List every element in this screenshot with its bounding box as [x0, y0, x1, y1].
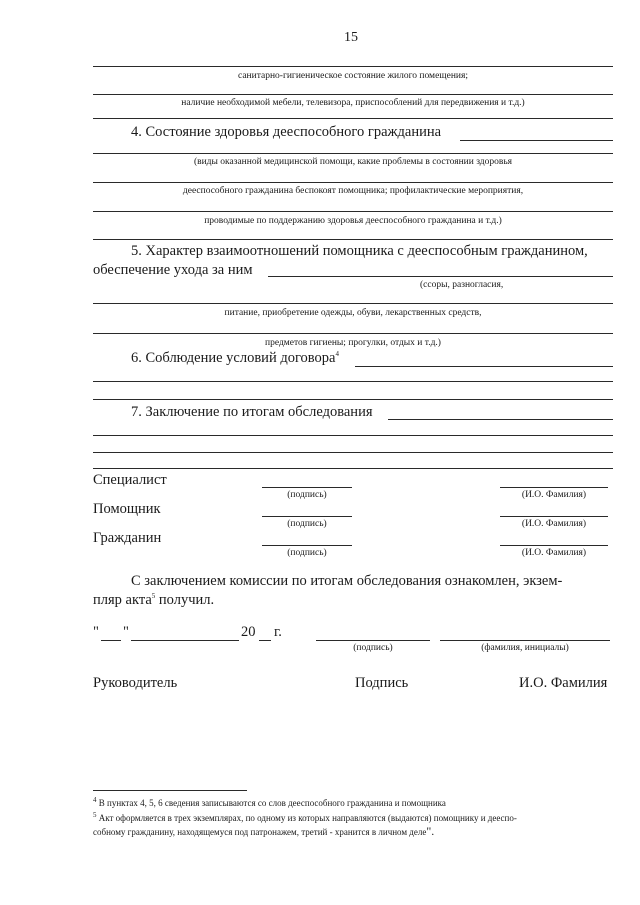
caption-furniture: наличие необходимой мебели, телевизора, приспособлений для передвижения и т.д.) [181, 98, 525, 108]
section-5-heading-line-2: обеспечение ухода за ним [93, 262, 253, 278]
signature-line[interactable] [262, 545, 352, 546]
fill-line[interactable] [93, 381, 613, 382]
name-caption: (И.О. Фамилия) [521, 548, 587, 558]
head-label: Руководитель [93, 675, 178, 691]
fill-line[interactable] [93, 94, 613, 95]
fill-line[interactable] [93, 66, 613, 67]
section-4-caption-1: (виды оказанной медицинской помощи, какие проблемы в состоянии здоровья [193, 157, 513, 167]
page-number: 15 [344, 30, 358, 45]
footnote-separator [93, 790, 247, 791]
section-5-heading-line-1: 5. Характер взаимоотношений помощника с дееспособным гражданином, [131, 243, 588, 259]
fill-line[interactable] [460, 140, 613, 141]
footnote-5-text: Акт оформляется в трех экземплярах, по одному из которых направляются (выдаются) помощнику и дееспо- [96, 813, 517, 823]
date-open-quote: " [93, 624, 99, 640]
citizen-label: Гражданин [93, 530, 162, 546]
footnote-ref-4: 4 [335, 350, 339, 359]
section-5-caption-2: питание, приобретение одежды, обуви, лекарственных средств, [224, 308, 482, 318]
acknowledgement-line-1: С заключением комиссии по итогам обследования ознакомлен, экзем- [131, 573, 563, 589]
fill-line[interactable] [93, 211, 613, 212]
date-year-line[interactable] [259, 640, 271, 641]
assistant-label: Помощник [93, 501, 161, 517]
date-month-line[interactable] [131, 640, 239, 641]
footnote-5-line-1 [93, 810, 517, 824]
signature-caption: (подпись) [287, 548, 327, 558]
footnote-4-text: В пунктах 4, 5, 6 сведения записываются со слов дееспособного гражданина и помощника [96, 798, 446, 808]
name-line[interactable] [500, 545, 608, 546]
fill-line[interactable] [93, 452, 613, 453]
fill-line[interactable] [93, 303, 613, 304]
section-4-heading: 4. Состояние здоровья дееспособного гражданина [131, 124, 442, 140]
section-5-caption-3: предметов гигиены; прогулки, отдых и т.д.) [265, 338, 441, 348]
footnote-5-text-2: собному гражданину, находящемуся под патронажем, третий - хранится в личном деле [93, 827, 427, 837]
acknowledgement-line-2 [93, 592, 214, 609]
fill-line[interactable] [268, 276, 613, 277]
fill-line[interactable] [93, 118, 613, 119]
footnote-5-line-2 [93, 826, 434, 838]
acknowledgement-text-b: получил. [155, 592, 215, 608]
name-caption: (фамилия, инициалы) [481, 643, 569, 653]
name-line[interactable] [500, 516, 608, 517]
name-line[interactable] [440, 640, 610, 641]
fill-line[interactable] [355, 366, 613, 367]
signature-line[interactable] [262, 516, 352, 517]
name-line[interactable] [500, 487, 608, 488]
section-4-caption-2: дееспособного гражданина беспокоят помощника; профилактические мероприятия, [182, 186, 524, 196]
section-7-heading: 7. Заключение по итогам обследования [131, 404, 373, 420]
fill-line[interactable] [93, 333, 613, 334]
fill-line[interactable] [93, 153, 613, 154]
fill-line[interactable] [388, 419, 613, 420]
name-label: И.О. Фамилия [519, 675, 608, 691]
caption-sanitary: санитарно-гигиеническое состояние жилого помещения; [238, 71, 468, 81]
section-6-heading [131, 350, 339, 367]
name-caption: (И.О. Фамилия) [521, 490, 587, 500]
signature-caption: (подпись) [353, 643, 393, 653]
fill-line[interactable] [93, 435, 613, 436]
signature-line[interactable] [316, 640, 430, 641]
date-close-quote: " [123, 624, 129, 640]
fill-line[interactable] [93, 399, 613, 400]
signature-caption: (подпись) [287, 519, 327, 529]
date-day-line[interactable] [101, 640, 121, 641]
footnote-4-mark: 4 [93, 796, 97, 804]
footnote-5-mark: 5 [93, 811, 97, 819]
fill-line[interactable] [93, 239, 613, 240]
acknowledgement-text-a: пляр акта [93, 592, 152, 608]
specialist-label: Специалист [93, 472, 167, 488]
footnote-ref-5: 5 [151, 592, 156, 601]
signature-line[interactable] [262, 487, 352, 488]
fill-line[interactable] [93, 182, 613, 183]
signature-caption: (подпись) [287, 490, 327, 500]
name-caption: (И.О. Фамилия) [521, 519, 587, 529]
date-year-prefix: 20 [241, 624, 256, 640]
section-6-heading-text: 6. Соблюдение условий договора [131, 350, 336, 366]
signature-label: Подпись [355, 675, 409, 691]
footnote-5-end: ". [426, 824, 435, 838]
footnote-4 [93, 795, 446, 809]
date-year-suffix: г. [274, 624, 282, 640]
section-4-caption-3: проводимые по поддержанию здоровья дееспособного гражданина и т.д.) [204, 216, 502, 226]
fill-line[interactable] [93, 468, 613, 469]
section-5-caption-1: (ссоры, разногласия, [420, 280, 504, 290]
